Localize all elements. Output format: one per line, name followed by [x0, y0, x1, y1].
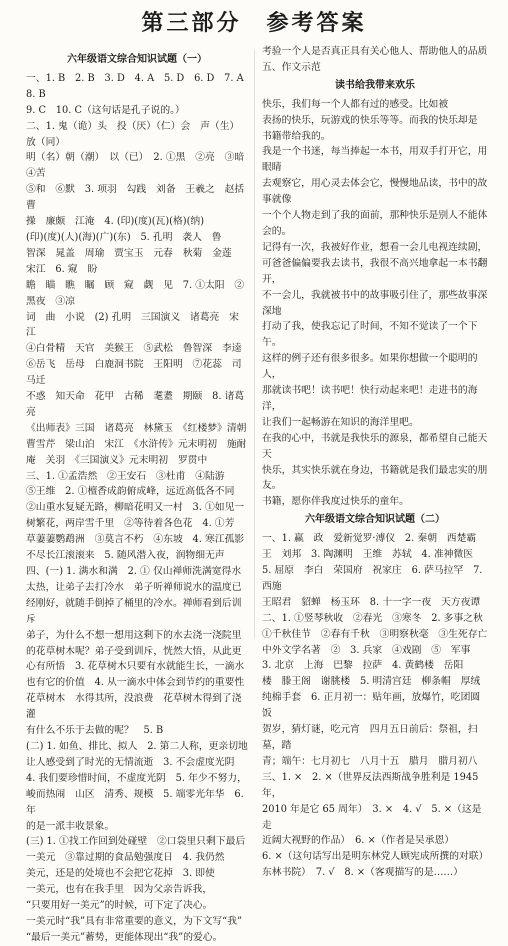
answer-line: 操 廉颇 江淹 4. (印)(度)(瓦)(格)(纳) — [26, 216, 205, 228]
answer-line: 不尽长江滚滚来 5. 随风潜入夜，润物细无声 — [26, 550, 225, 562]
column-divider — [254, 50, 255, 638]
answer-line: 贺岁，猜灯谜，吃元宵 四月五日前后：祭祖，扫墓，踏 — [262, 724, 478, 751]
essay-line: 在我的心中，书就是我快乐的源泉，都希望自己能天天 — [262, 432, 488, 460]
answer-line: 一、1. 赢 政 爱新觉罗·溥仪 2. 秦朝 西楚霸 — [262, 533, 477, 545]
answer-line: 一美元，也有在我手里 因为父亲告诉我， — [26, 884, 213, 896]
answer-line: ⑤王维 2. ①檀香成韵俯成峰，远近高低各不同 — [26, 486, 235, 498]
answer-line: 弟子，为什么不想一想用这剩下的水去浇一浇院里 — [26, 629, 242, 641]
right-top-lines — [262, 44, 488, 76]
essay-line: 这样的例子还有很多很多。如果你想做一个聪明的人， — [262, 353, 478, 381]
answer-line: 也有它的价值 4. 从一滴水中体会到节约的重要性 — [26, 677, 245, 689]
page-title: 第三部分 参考答案 — [141, 11, 367, 36]
answer-line: 花草树木 水得其所，没浪费 花草树木得到了浇灌 — [26, 693, 242, 721]
left-answer-lines — [26, 71, 254, 946]
answer-line: 瞻 瞄 瞧 瞩 顾 窥 觑 见 7. ①太阳 ②黑夜 ③凉 — [26, 279, 245, 307]
answer-line: 一美元 ③靠过期的食品勉强度日 4. 我仍然 — [26, 852, 225, 864]
essay-line: 快乐，其实快乐就在身边，书籍就是我们最忠实的朋友。 — [262, 464, 488, 492]
answer-line: 树繁花，两岸雪千里 ②等待着各色花 4. ①芳 — [26, 518, 235, 530]
answer-line: 的花草树木呢？弟子受到训斥，恍然大悟，从此更 — [26, 645, 242, 657]
essay-line: 那就读书吧！读书吧！快行动起来吧！走进书的海洋， — [262, 385, 478, 412]
answer-line: 二、1. 鬼（诡）头 投（厌）（仁）会 声（生） 放（同） — [26, 120, 245, 148]
answer-line: 3. 北京 上海 巴黎 拉萨 4. 黄鹤楼 岳阳 — [262, 660, 464, 672]
answer-line: 草萋萋鹦鹉洲 ③莫言不朽 ④东坡 4. 寒江孤影 — [26, 534, 245, 546]
answer-line: 纯棉手套 6. 正月初一：贴年画，放爆竹，吃团圆饭 — [262, 692, 481, 720]
essay-line: 书籍带给我的。 — [262, 130, 331, 142]
answer-line: 考验一个人是否真正具有关心他人、帮助他人的品质 — [262, 46, 488, 57]
answer-line: 美元，还是的处境也不会把它花掉 3. 即使 — [26, 868, 215, 880]
essay-line: 一个个人物走到了我的面前，那种快乐是别人不能体会的。 — [262, 210, 488, 237]
essay-line: 我是一个书迷，每当捧起一本书，用双手打开它，用眼睛 — [262, 146, 488, 174]
answer-line: 中外文学名著 ② 3. 兵家 ④戏剧 ⑤ 军事 — [262, 644, 471, 656]
essay-line: 快乐，我们每一个人都有过的感受。比如被 — [262, 98, 449, 110]
answer-line: 《出师表》三国 诸葛亮 林黛玉 《红楼梦》清朝 — [26, 422, 247, 434]
answer-line: 三、1. × 2. ×（世界反法西斯战争胜利是 1945年， — [262, 771, 479, 799]
essay-line: 打动了我，使我忘记了时间，不知不觉读了一个下午。 — [262, 321, 478, 349]
essay-body — [262, 97, 488, 511]
left-column — [26, 50, 254, 946]
right-column — [262, 44, 488, 881]
answer-line: 曹雪芹 梁山泊 宋江 《水浒传》元末明初 施耐 — [26, 438, 247, 450]
answer-line: “只要用好一美元”的时候，可下定了决心。 — [26, 900, 213, 912]
answer-line: 五、作文示范 — [262, 61, 321, 73]
answer-line: ①千秋佳节 ②春有千秋 ③明察秋毫 ③生死存亡 — [262, 628, 488, 640]
answer-line: 峻而热闹 山区 清秀、规模 5. 端零光年华 6. 年 — [26, 788, 244, 816]
answer-line: 楼 滕王阁 谢朓楼 5. 明清宫廷 柳条帽 厚绒 — [262, 676, 481, 688]
answer-line: 王昭君 貂蝉 杨玉环 8. 十一字一夜 天方夜谭 — [262, 596, 481, 608]
answer-line: ②山重水复疑无路，柳暗花明又一村 3. ①如见一 — [26, 502, 245, 514]
essay-line: 表扬的快乐，玩游戏的快乐等等。而我的快乐却是 — [262, 114, 478, 126]
answer-line: ④白骨精 天官 美猴王 ⑤武松 鲁智深 李逵 — [26, 343, 242, 355]
answer-line: 词 曲 小说 (2) 孔明 三国演义 诸葛亮 宋江 — [26, 311, 239, 339]
answer-line: 心有所悟 3. 花草树木只要有水就能生长，一滴水 — [26, 661, 245, 673]
answer-line: 5. 屈原 李白 荣国府 祝家庄 6. 萨马拉罕 7. 西施 — [262, 565, 483, 592]
essay-line: 让我们一起畅游在知识的海洋里吧。 — [262, 416, 419, 428]
answer-line: 一美元时“我”具有非常重要的意义，为下文写“我” — [26, 915, 242, 927]
essay-line: 书籍，愿你伴我度过快乐的童年。 — [262, 496, 409, 508]
answer-line: ⑤和 ⑥默 3. 项羽 勾践 刘备 王羲之 赵括 曹 — [26, 184, 254, 212]
answer-line: 的是一派丰收景象。 — [26, 820, 115, 832]
section-heading-test-2: 六年级语文综合知识试题（二） — [305, 514, 445, 526]
answer-line: 不惑 知天命 花甲 古稀 耄耋 期颐 8. 诸葛亮 — [26, 391, 245, 418]
answer-line: 4. 我们要珍惜时间，不虚度光阴 5. 年少不努力， — [26, 772, 247, 784]
answer-line: 东林书院） 7. √ 8. ×（客观描写的是……） — [262, 867, 464, 879]
answer-line: (印)(度)(人)(海)(广)(东) 5. 孔明 袭人 鲁 — [26, 231, 222, 243]
answer-line: (二) 1. 如鱼、排比、拟人 2. 第二人称，更亲切地 — [26, 740, 248, 752]
answer-line: “最后一美元”蓄势，更能体现出“我”的爱心。 — [26, 931, 223, 943]
answer-line: 明（名）朝（潮） 以（已） 2. ①黑 ②亮 ③暗 ④苦 — [26, 152, 254, 180]
essay-title: 读书给我带来欢乐 — [335, 79, 415, 91]
answer-line: 二、1. ①竖琴秋收 ②春光 ③寒冬 2. 多事之秋 — [262, 612, 483, 624]
answer-line: (三) 1. ①找工作回到处碰壁 ②口袋里只剩下最后 — [26, 836, 246, 848]
answer-line: 有什么不乐于去做的呢？ 5. B — [26, 725, 164, 737]
answer-line: 经刚好，就随手倒掉了桶里的冷水。禅师看到后训斥 — [26, 597, 242, 625]
answer-line: 一、1. B 2. B 3. D 4. A 5. D 6. D 7. A 8. B — [26, 72, 254, 100]
answer-line: 让人感受到了时光的无情流逝 3. 不会虚度光阴 — [26, 756, 235, 768]
essay-line: 记得有一次，我被好作业，想看一会儿电视连续剧， — [262, 241, 488, 253]
answer-line: 青；端午：七月初七 八月十五 腊月 腊月初八 — [262, 755, 478, 767]
answer-line: 近阔大视野的作品） 6. ×（作者是吴承恩） — [262, 835, 455, 847]
section-heading-test-1: 六年级语文综合知识试题（一） — [67, 54, 207, 65]
answer-line: 2010 年是它 65 周年） 3. × 4. √ 5. ×（这是走 — [262, 803, 482, 831]
answer-line: 太热，让弟子去打冷水 弟子听禅师说水的温度已 — [26, 581, 242, 593]
answer-line: 三、1. ①孟浩然 ②王安石 ③杜甫 ④陆游 — [26, 470, 225, 482]
answer-line: 9. C 10. C（这句话是孔子说的。） — [26, 104, 185, 116]
answer-line: 四、(一) 1. 满水和满 2. ① 仅山禅师洗满宽得水 — [26, 566, 242, 577]
answer-line: 王 刘邦 3. 陶渊明 王维 苏轼 4. 准神微医 — [262, 549, 474, 561]
answer-line: 6. ×（这句话写出是明东林党人顾宪成所撰的对联） — [262, 851, 489, 863]
essay-line: 去观察它，用心灵去体会它，慢慢地品读，书中的故事就像 — [262, 178, 488, 206]
answer-line: 智深 晁盖 周瑜 贾宝玉 元春 秋菊 金莲 宋江 6. 窥 盼 — [26, 247, 242, 275]
essay-line: 不一会儿，我就被书中的故事吸引住了，那些故事深深地 — [262, 289, 488, 317]
right-answer-lines — [262, 531, 488, 881]
essay-line: 可爸爸偏偏要我去读书，我很不高兴地拿起一本书翻开， — [262, 257, 488, 285]
answer-line: ⑥岳飞 岳母 白鹿洞书院 王阳明 ⑦花蕊 司马迁 — [26, 359, 242, 387]
answer-line: 庵 关羽 《三国演义》元末明初 罗贯中 — [26, 454, 208, 466]
